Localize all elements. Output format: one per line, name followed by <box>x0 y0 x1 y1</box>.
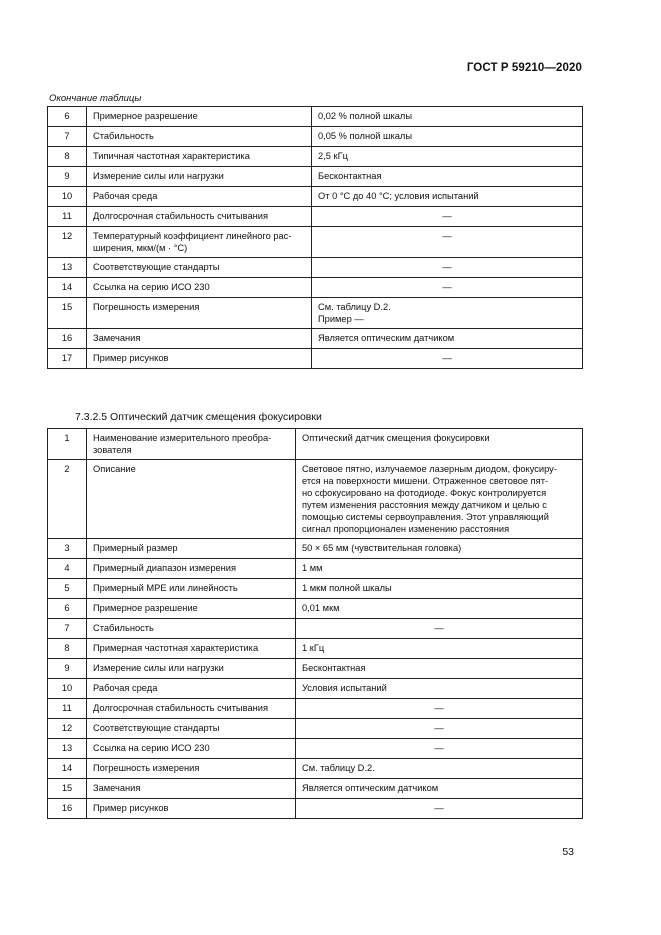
row-number: 13 <box>48 258 87 278</box>
value-cell: 1 кГц <box>296 639 583 659</box>
row-number: 1 <box>48 429 87 460</box>
row-number: 7 <box>48 127 87 147</box>
parameter-cell: Стабильность <box>87 619 296 639</box>
table-row <box>48 298 583 329</box>
table-row <box>48 187 583 207</box>
value-cell: От 0 °С до 40 °С; условия испытаний <box>312 187 583 207</box>
parameter-cell: Типичная частотная характеристика <box>87 147 312 167</box>
table-row <box>48 599 583 619</box>
row-number: 12 <box>48 227 87 258</box>
row-number: 9 <box>48 167 87 187</box>
value-cell: — <box>312 278 583 298</box>
table-row <box>48 127 583 147</box>
parameter-cell: Температурный коэффициент линейного рас- ширения, мкм/(м · °С) <box>87 227 312 258</box>
value-cell: 2,5 кГц <box>312 147 583 167</box>
row-number: 7 <box>48 619 87 639</box>
row-number: 6 <box>48 107 87 127</box>
row-number: 17 <box>48 349 87 369</box>
table-row <box>48 719 583 739</box>
row-number: 11 <box>48 207 87 227</box>
table-row <box>48 759 583 779</box>
parameter-cell: Погрешность измерения <box>87 298 312 329</box>
table-row <box>48 349 583 369</box>
value-cell: — <box>296 739 583 759</box>
parameter-cell: Пример рисунков <box>87 799 296 819</box>
page-number: 53 <box>562 846 574 858</box>
row-number: 4 <box>48 559 87 579</box>
row-number: 11 <box>48 699 87 719</box>
value-cell: — <box>296 719 583 739</box>
parameter-cell: Описание <box>87 460 296 539</box>
parameter-cell: Замечания <box>87 329 312 349</box>
row-number: 2 <box>48 460 87 539</box>
parameter-cell: Примерный МРЕ или линейность <box>87 579 296 599</box>
value-cell: — <box>296 699 583 719</box>
parameter-cell: Долгосрочная стабильность считывания <box>87 699 296 719</box>
table-row <box>48 619 583 639</box>
value-cell: — <box>312 207 583 227</box>
parameter-cell: Наименование измерительного преобра- зователя <box>87 429 296 460</box>
table-continuation <box>47 106 583 369</box>
table-row <box>48 278 583 298</box>
table-row <box>48 329 583 349</box>
parameter-cell: Ссылка на серию ИСО 230 <box>87 278 312 298</box>
value-cell: 0,01 мкм <box>296 599 583 619</box>
value-cell: 50 × 65 мм (чувствительная головка) <box>296 539 583 559</box>
row-number: 3 <box>48 539 87 559</box>
value-cell: Является оптическим датчиком <box>296 779 583 799</box>
row-number: 16 <box>48 799 87 819</box>
parameter-cell: Соответствующие стандарты <box>87 258 312 278</box>
document-code: ГОСТ Р 59210—2020 <box>466 62 582 74</box>
table-row <box>48 227 583 258</box>
table-row <box>48 699 583 719</box>
row-number: 5 <box>48 579 87 599</box>
parameter-cell: Пример рисунков <box>87 349 312 369</box>
parameter-cell: Соответствующие стандарты <box>87 719 296 739</box>
table-row <box>48 539 583 559</box>
value-cell: 0,02 % полной шкалы <box>312 107 583 127</box>
row-number: 12 <box>48 719 87 739</box>
value-cell: — <box>296 619 583 639</box>
value-cell: 1 мм <box>296 559 583 579</box>
value-cell: — <box>312 227 583 258</box>
parameter-cell: Замечания <box>87 779 296 799</box>
value-cell: Оптический датчик смещения фокусировки <box>296 429 583 460</box>
parameter-cell: Измерение силы или нагрузки <box>87 167 312 187</box>
row-number: 8 <box>48 639 87 659</box>
table-row <box>48 779 583 799</box>
table-focus-sensor <box>47 428 583 819</box>
parameter-cell: Погрешность измерения <box>87 759 296 779</box>
value-cell: Условия испытаний <box>296 679 583 699</box>
parameter-cell: Ссылка на серию ИСО 230 <box>87 739 296 759</box>
table-caption: Окончание таблицы <box>49 93 142 104</box>
value-cell: — <box>312 258 583 278</box>
value-cell: См. таблицу D.2. Пример — <box>312 298 583 329</box>
table-row <box>48 207 583 227</box>
value-cell: — <box>312 349 583 369</box>
row-number: 16 <box>48 329 87 349</box>
value-cell: Световое пятно, излучаемое лазерным диодом, фокусиру- ется на поверхности мишени. Отраженное световое пят- но сфокусировано на фотодиоде. Фокус контролируется путем изменения расстояния между датчиком и целью с помощью системы сервоуправления. Этот управляющий сигнал пропорционален изменению расстояния <box>296 460 583 539</box>
value-cell: Является оптическим датчиком <box>312 329 583 349</box>
row-number: 14 <box>48 278 87 298</box>
table-row <box>48 429 583 460</box>
row-number: 8 <box>48 147 87 167</box>
section-title: 7.3.2.5 Оптический датчик смещения фокусировки <box>75 411 322 423</box>
parameter-cell: Измерение силы или нагрузки <box>87 659 296 679</box>
row-number: 14 <box>48 759 87 779</box>
table-row <box>48 107 583 127</box>
table-row <box>48 739 583 759</box>
table-row <box>48 579 583 599</box>
parameter-cell: Рабочая среда <box>87 187 312 207</box>
table-row <box>48 799 583 819</box>
parameter-cell: Долгосрочная стабильность считывания <box>87 207 312 227</box>
value-cell: См. таблицу D.2. <box>296 759 583 779</box>
table-row <box>48 679 583 699</box>
parameter-cell: Примерное разрешение <box>87 107 312 127</box>
row-number: 10 <box>48 187 87 207</box>
parameter-cell: Примерный размер <box>87 539 296 559</box>
value-cell: 0,05 % полной шкалы <box>312 127 583 147</box>
parameter-cell: Примерный диапазон измерения <box>87 559 296 579</box>
table-row <box>48 460 583 539</box>
parameter-cell: Примерное разрешение <box>87 599 296 619</box>
table-row <box>48 559 583 579</box>
table-row <box>48 167 583 187</box>
table-row <box>48 659 583 679</box>
parameter-cell: Рабочая среда <box>87 679 296 699</box>
row-number: 15 <box>48 779 87 799</box>
table-row <box>48 258 583 278</box>
row-number: 6 <box>48 599 87 619</box>
table-row <box>48 147 583 167</box>
value-cell: — <box>296 799 583 819</box>
value-cell: Бесконтактная <box>296 659 583 679</box>
parameter-cell: Стабильность <box>87 127 312 147</box>
table-row <box>48 639 583 659</box>
row-number: 9 <box>48 659 87 679</box>
value-cell: Бесконтактная <box>312 167 583 187</box>
row-number: 15 <box>48 298 87 329</box>
value-cell: 1 мкм полной шкалы <box>296 579 583 599</box>
parameter-cell: Примерная частотная характеристика <box>87 639 296 659</box>
row-number: 13 <box>48 739 87 759</box>
row-number: 10 <box>48 679 87 699</box>
